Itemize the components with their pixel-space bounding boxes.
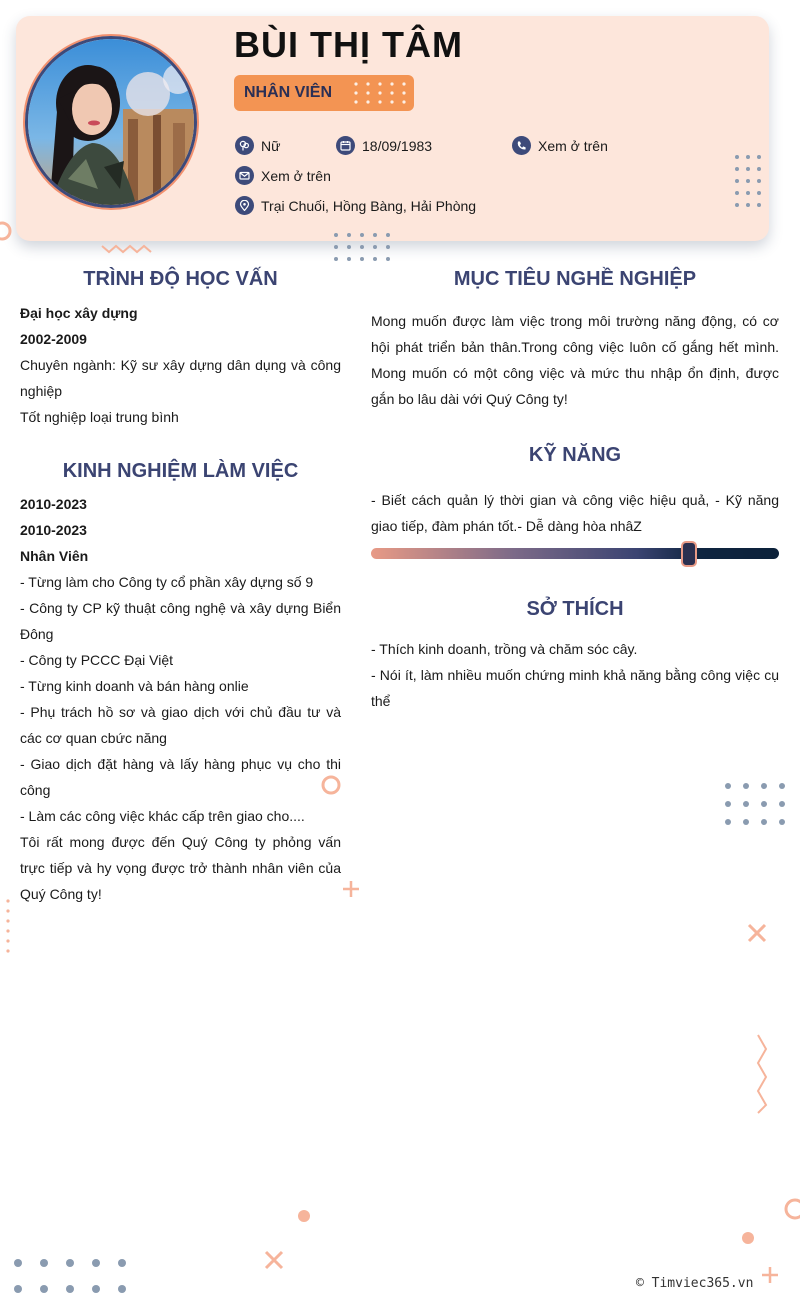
birthday-info	[336, 136, 432, 155]
skill-level-handle	[681, 541, 697, 567]
position-label: NHÂN VIÊN	[244, 84, 333, 101]
phone-icon	[512, 136, 531, 155]
avatar	[25, 36, 197, 208]
decorative-cross-icon	[746, 922, 768, 944]
phone-info	[512, 136, 608, 155]
email-value: Xem ở trên	[261, 167, 331, 184]
experience-line: - Công ty CP kỹ thuật công nghệ và xây dựng Biển Đông	[20, 600, 341, 642]
experience-line: Tôi rất mong được đến Quý Công ty phỏng vấn trực tiếp và hy vọng được trở thành nhân viên của Quý Công ty!	[20, 834, 341, 902]
decorative-dot-icon	[741, 1231, 755, 1245]
experience-line: - Từng làm cho Công ty cổ phần xây dựng số 9	[20, 574, 314, 590]
address-info	[235, 196, 476, 215]
calendar-icon	[336, 136, 355, 155]
experience-role: Nhân Viên	[20, 548, 89, 564]
education-major: Chuyên ngành: Kỹ sư xây dựng dân dụng và công nghiệp	[20, 357, 341, 399]
experience-line: - Giao dịch đặt hàng và lấy hàng phục vụ cho thi công	[20, 756, 341, 798]
objective-text: Mong muốn được làm việc trong môi trường năng động, có cơ hội phát triển bản thân.Trong công việc luôn cố gắng hết mình. Mong muốn có một công việc và mức thu nhập ổn định, được gắn bo lâu dài với Quý Công ty!	[371, 313, 779, 407]
experience-title: KINH NGHIỆM LÀM VIỆC	[62, 460, 299, 482]
education-years: 2002-2009	[20, 331, 87, 347]
position-badge	[234, 75, 414, 111]
gender-info	[235, 136, 280, 155]
skills-text: - Biết cách quản lý thời gian và công việc hiệu quả, - Kỹ năng giao tiếp, đàm phán tốt.- Dễ dàng hòa nhâZ	[371, 492, 779, 534]
experience-line: - Phụ trách hồ sơ và giao dịch với chủ đầu tư và các cơ quan cbức năng	[20, 704, 341, 746]
hobbies-title: SỞ THÍCH	[526, 598, 624, 620]
decorative-dots-icon	[733, 153, 763, 209]
decorative-cross-icon	[263, 1249, 285, 1271]
decorative-ring-icon	[320, 773, 342, 797]
experience-period: 2010-2023	[20, 496, 87, 512]
location-pin-icon	[235, 196, 254, 215]
footer-credit: © Timviec365.vn	[636, 1276, 754, 1291]
experience-period: 2010-2023	[20, 522, 87, 538]
decorative-plus-icon	[760, 1265, 780, 1285]
decorative-plus-icon	[342, 880, 360, 898]
hobby-line: - Nói ít, làm nhiều muốn chứng minh khả năng bằng công việc cụ thể	[371, 667, 779, 709]
decorative-dot-icon	[297, 1209, 311, 1223]
decorative-dots-icon	[722, 780, 790, 830]
email-icon	[235, 166, 254, 185]
gender-value: Nữ	[261, 137, 281, 154]
education-school: Đại học xây dựng	[20, 305, 138, 321]
hobby-line: - Thích kinh doanh, trồng và chăm sóc cây.	[371, 641, 638, 657]
decorative-dots-icon	[352, 80, 408, 106]
experience-line: - Công ty PCCC Đại Việt	[20, 652, 174, 668]
education-title: TRÌNH ĐỘ HỌC VẤN	[83, 268, 278, 290]
education-block	[20, 300, 341, 430]
address-value: Trại Chuối, Hồng Bàng, Hải Phòng	[261, 197, 477, 214]
gender-icon	[235, 136, 254, 155]
experience-line: - Từng kinh doanh và bán hàng onlie	[20, 678, 249, 694]
phone-value: Xem ở trên	[538, 137, 608, 154]
decorative-dots-icon	[10, 1254, 132, 1296]
hobbies-block	[371, 636, 779, 714]
candidate-name: BÙI THỊ TÂM	[234, 24, 463, 65]
email-info	[235, 166, 331, 185]
decorative-ring-icon	[0, 220, 14, 242]
decorative-ring-icon	[782, 1194, 800, 1224]
decorative-zigzag-icon	[754, 1033, 770, 1115]
decorative-dots-icon	[3, 897, 13, 959]
experience-block	[20, 491, 341, 907]
objective-title: MỤC TIÊU NGHỀ NGHIỆP	[453, 268, 697, 290]
education-grade: Tốt nghiệp loại trung bình	[20, 409, 179, 425]
birthday-value: 18/09/1983	[362, 137, 433, 154]
skill-level-bar	[371, 548, 779, 559]
decorative-zigzag-icon	[100, 242, 156, 256]
decorative-dots-icon	[331, 231, 395, 263]
skills-title: KỸ NĂNG	[528, 444, 622, 466]
experience-line: - Làm các công việc khác cấp trên giao cho....	[20, 808, 305, 824]
